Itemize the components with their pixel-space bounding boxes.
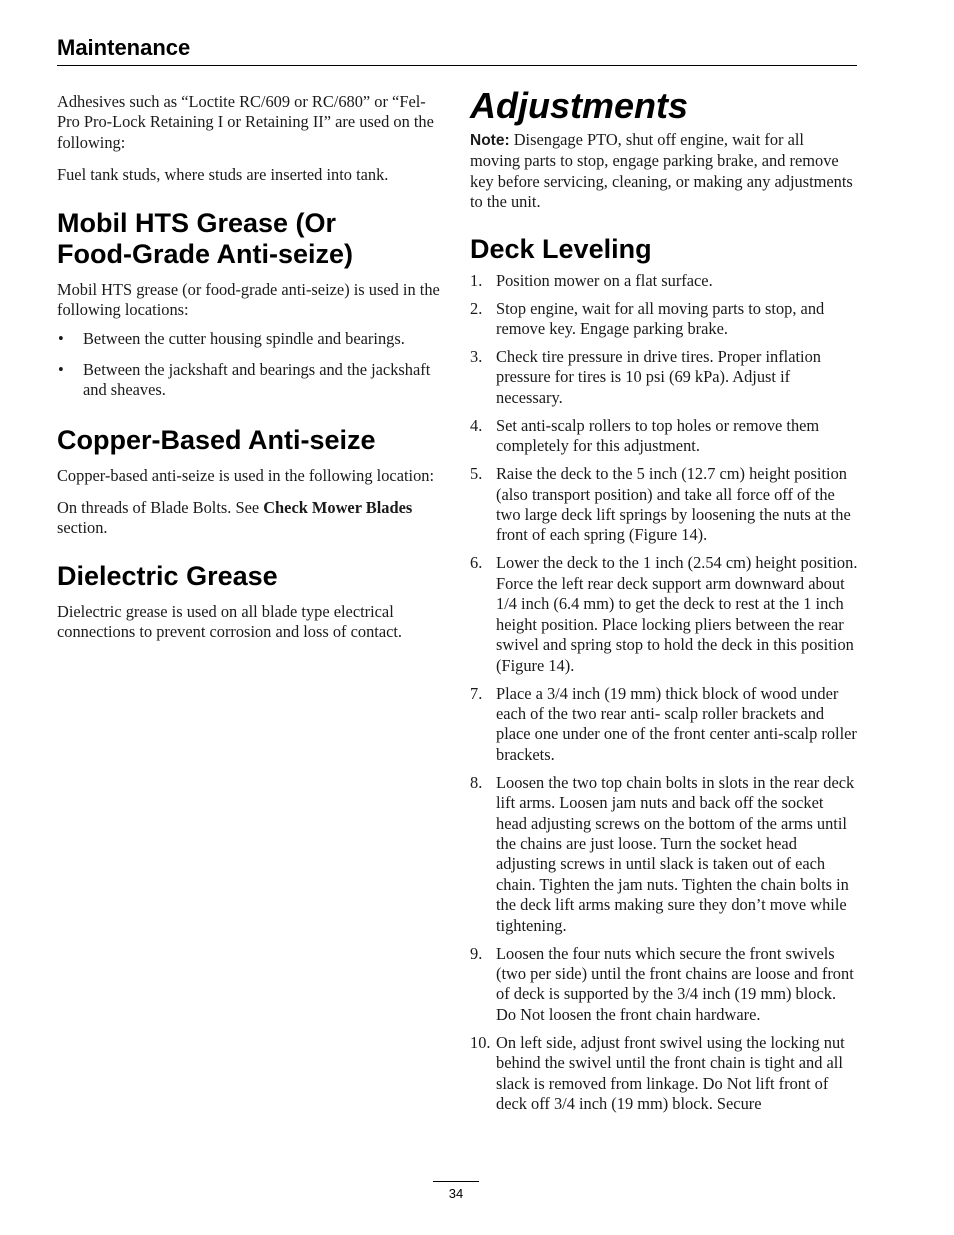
right-column: [470, 84, 858, 1122]
mobil-bullet-list: [57, 329, 445, 400]
check-mower-blades-ref: Check Mower Blades: [263, 498, 413, 518]
dielectric-text: Dielectric grease is used on all blade type electrical connections to prevent corrosion and loss of contact.: [57, 601, 403, 642]
dielectric-heading: Dielectric Grease: [57, 560, 278, 591]
note-label: Note:: [470, 132, 510, 149]
list-item: 5. Raise the deck to the 5 inch (12.7 cm) height position (also transport position) and take all force off of the two large deck lift springs by loosening the nuts at the front of each spring (Figure 14).: [470, 464, 851, 545]
deck-leveling-steps: [470, 271, 858, 1115]
deck-leveling-heading: Deck Leveling: [470, 233, 652, 264]
list-item: • Between the cutter housing spindle and bearings.: [58, 329, 405, 349]
note-text: Disengage PTO, shut off engine, wait for all moving parts to stop, engage parking brake, and remove key before servicing, cleaning, or making any adjustments to the unit.: [470, 130, 853, 212]
list-item: 6. Lower the deck to the 1 inch (2.54 cm) height position. Force the left rear deck support arm downward about 1/4 inch (6.4 mm) to get the deck to rest at the 1 inch height position. Place locking pliers between the rear swivel and spring stop to hold the deck in this position (Figure 14).: [470, 553, 858, 675]
list-item: 7. Place a 3/4 inch (19 mm) thick block of wood under each of the two rear anti- scalp roller brackets and place one under one of the front center anti-scalp roller brackets.: [470, 683, 857, 764]
mobil-heading-line2: Food-Grade Anti-seize): [57, 238, 354, 269]
left-column: [57, 92, 445, 655]
list-item: • Between the jackshaft and bearings and the jackshaft and sheaves.: [58, 359, 431, 400]
footer-divider: [433, 1181, 479, 1182]
bullet-icon: •: [58, 329, 64, 349]
mobil-heading-line1: Mobil HTS Grease (Or: [57, 207, 337, 238]
list-item: 10. On left side, adjust front swivel using the locking nut behind the swivel until the front chain is tight and all slack is removed from linkage. Do Not lift front of deck off 3/4 inch (19 mm) block. Secure: [470, 1032, 845, 1113]
copper-text: Copper-based anti-seize is used in the following location:: [57, 465, 435, 485]
adhesives-location: Fuel tank studs, where studs are inserted into tank.: [57, 165, 389, 185]
bullet-icon: •: [58, 359, 64, 379]
list-item: 9. Loosen the four nuts which secure the front swivels (two per side) until the front chains are loose and front of deck is supported by the 3/4 inch (19 mm) block. Do Not loosen the front chain hardware.: [470, 943, 854, 1024]
list-item: 3. Check tire pressure in drive tires. Proper inflation pressure for tires is 10 psi (69 kPa). Adjust if necessary.: [470, 347, 821, 407]
adjustments-heading: Adjustments: [470, 85, 689, 126]
copper-text-2: On threads of Blade Bolts. See Check Mower Blades section.: [57, 498, 413, 538]
page-header: [57, 33, 857, 66]
adhesives-intro: Adhesives such as “Loctite RC/609 or RC/680” or “Fel-Pro Pro-Lock Retaining I or Retaining II” are used on the following:: [57, 92, 434, 152]
list-item: 4. Set anti-scalp rollers to top holes or remove them completely for this adjustment.: [470, 415, 820, 456]
header-title: Maintenance: [57, 35, 191, 60]
list-item: 8. Loosen the two top chain bolts in slots in the rear deck lift arms. Loosen jam nuts and back off the socket head adjusting screws on the bottom of the arms until the chains are just loose. Turn the socket head adjusting screws in until slack is taken out of each chain. Tighten the jam nuts. Tighten the chain bolts in the deck lift arms making sure they don’t move while tightening.: [470, 772, 855, 935]
list-item: 1. Position mower on a flat surface.: [470, 270, 713, 290]
copper-heading: Copper-Based Anti-seize: [57, 424, 376, 455]
page-number: 34: [448, 1186, 464, 1201]
list-item: 2. Stop engine, wait for all moving parts to stop, and remove key. Engage parking brake.: [470, 298, 825, 339]
safety-note: [470, 130, 858, 213]
mobil-text: Mobil HTS grease (or food-grade anti-seize) is used in the following locations:: [57, 279, 440, 320]
mobil-heading: [57, 208, 445, 270]
